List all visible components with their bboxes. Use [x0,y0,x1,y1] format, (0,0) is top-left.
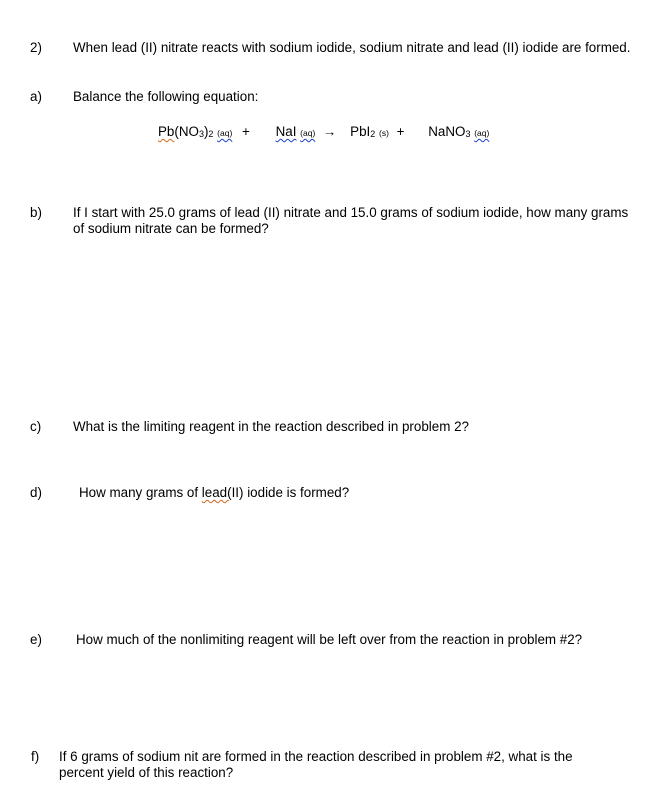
part-f-text [59,749,619,781]
part-d-text-start: How many grams of [79,485,202,500]
product-lead-iodide [350,124,389,142]
subscript: 3 [465,129,471,139]
part-e-label: e) [30,632,42,647]
reactant-lead-nitrate [158,124,232,142]
part-c-text: What is the limiting reagent in the reaction described in problem 2? [73,419,469,434]
part-a-label: a) [30,89,42,104]
part-e-text: How much of the nonlimiting reagent will be left over from the reaction in problem #2? [76,632,583,647]
part-a-text: Balance the following equation: [73,89,259,104]
reactant-sodium-iodide [276,124,316,141]
nitrate-group: (NO [174,124,199,139]
state-symbol: (aq) [217,128,233,138]
state-symbol: (aq) [300,128,316,138]
part-c-label: c) [30,419,42,434]
subscript: 2 [208,129,214,139]
plus-sign: + [396,124,405,139]
plus-sign: + [242,124,250,139]
product-sodium-nitrate [428,124,489,142]
part-d-text [79,485,639,501]
reaction-arrow-icon: → [323,124,337,139]
question-number: 2) [30,40,42,55]
part-d-text-end: II) iodide is formed? [231,485,350,500]
part-b-label: b) [30,205,42,220]
subscript: 2 [370,129,376,139]
sodium-iodide-formula: NaI [275,124,297,139]
state-symbol: (s) [379,128,389,138]
part-d-label: d) [30,485,42,500]
part-f-sentence: If 6 grams of sodium nit are formed in the reaction described in problem #2, what is the percent yield of this reaction? [59,749,573,780]
reactant-lead-symbol: Pb [158,124,175,139]
part-b-text: If I start with 25.0 grams of lead (II) nitrate and 15.0 grams of sodium iodide, how many grams of sodium nitrate can be formed? [73,205,629,236]
question-text: When lead (II) nitrate reacts with sodium iodide, sodium nitrate and lead (II) iodide are formed. [73,40,631,55]
subscript: 3 [198,129,204,139]
lead-iodide-formula: PbI [350,124,371,139]
state-symbol: (aq) [474,128,490,138]
paren: ) [203,124,209,139]
chemical-equation [158,124,489,142]
part-f-label: f) [31,749,40,764]
sodium-nitrate-formula: NaNO [428,124,466,139]
part-d-flagged-word: lead( [201,485,232,500]
